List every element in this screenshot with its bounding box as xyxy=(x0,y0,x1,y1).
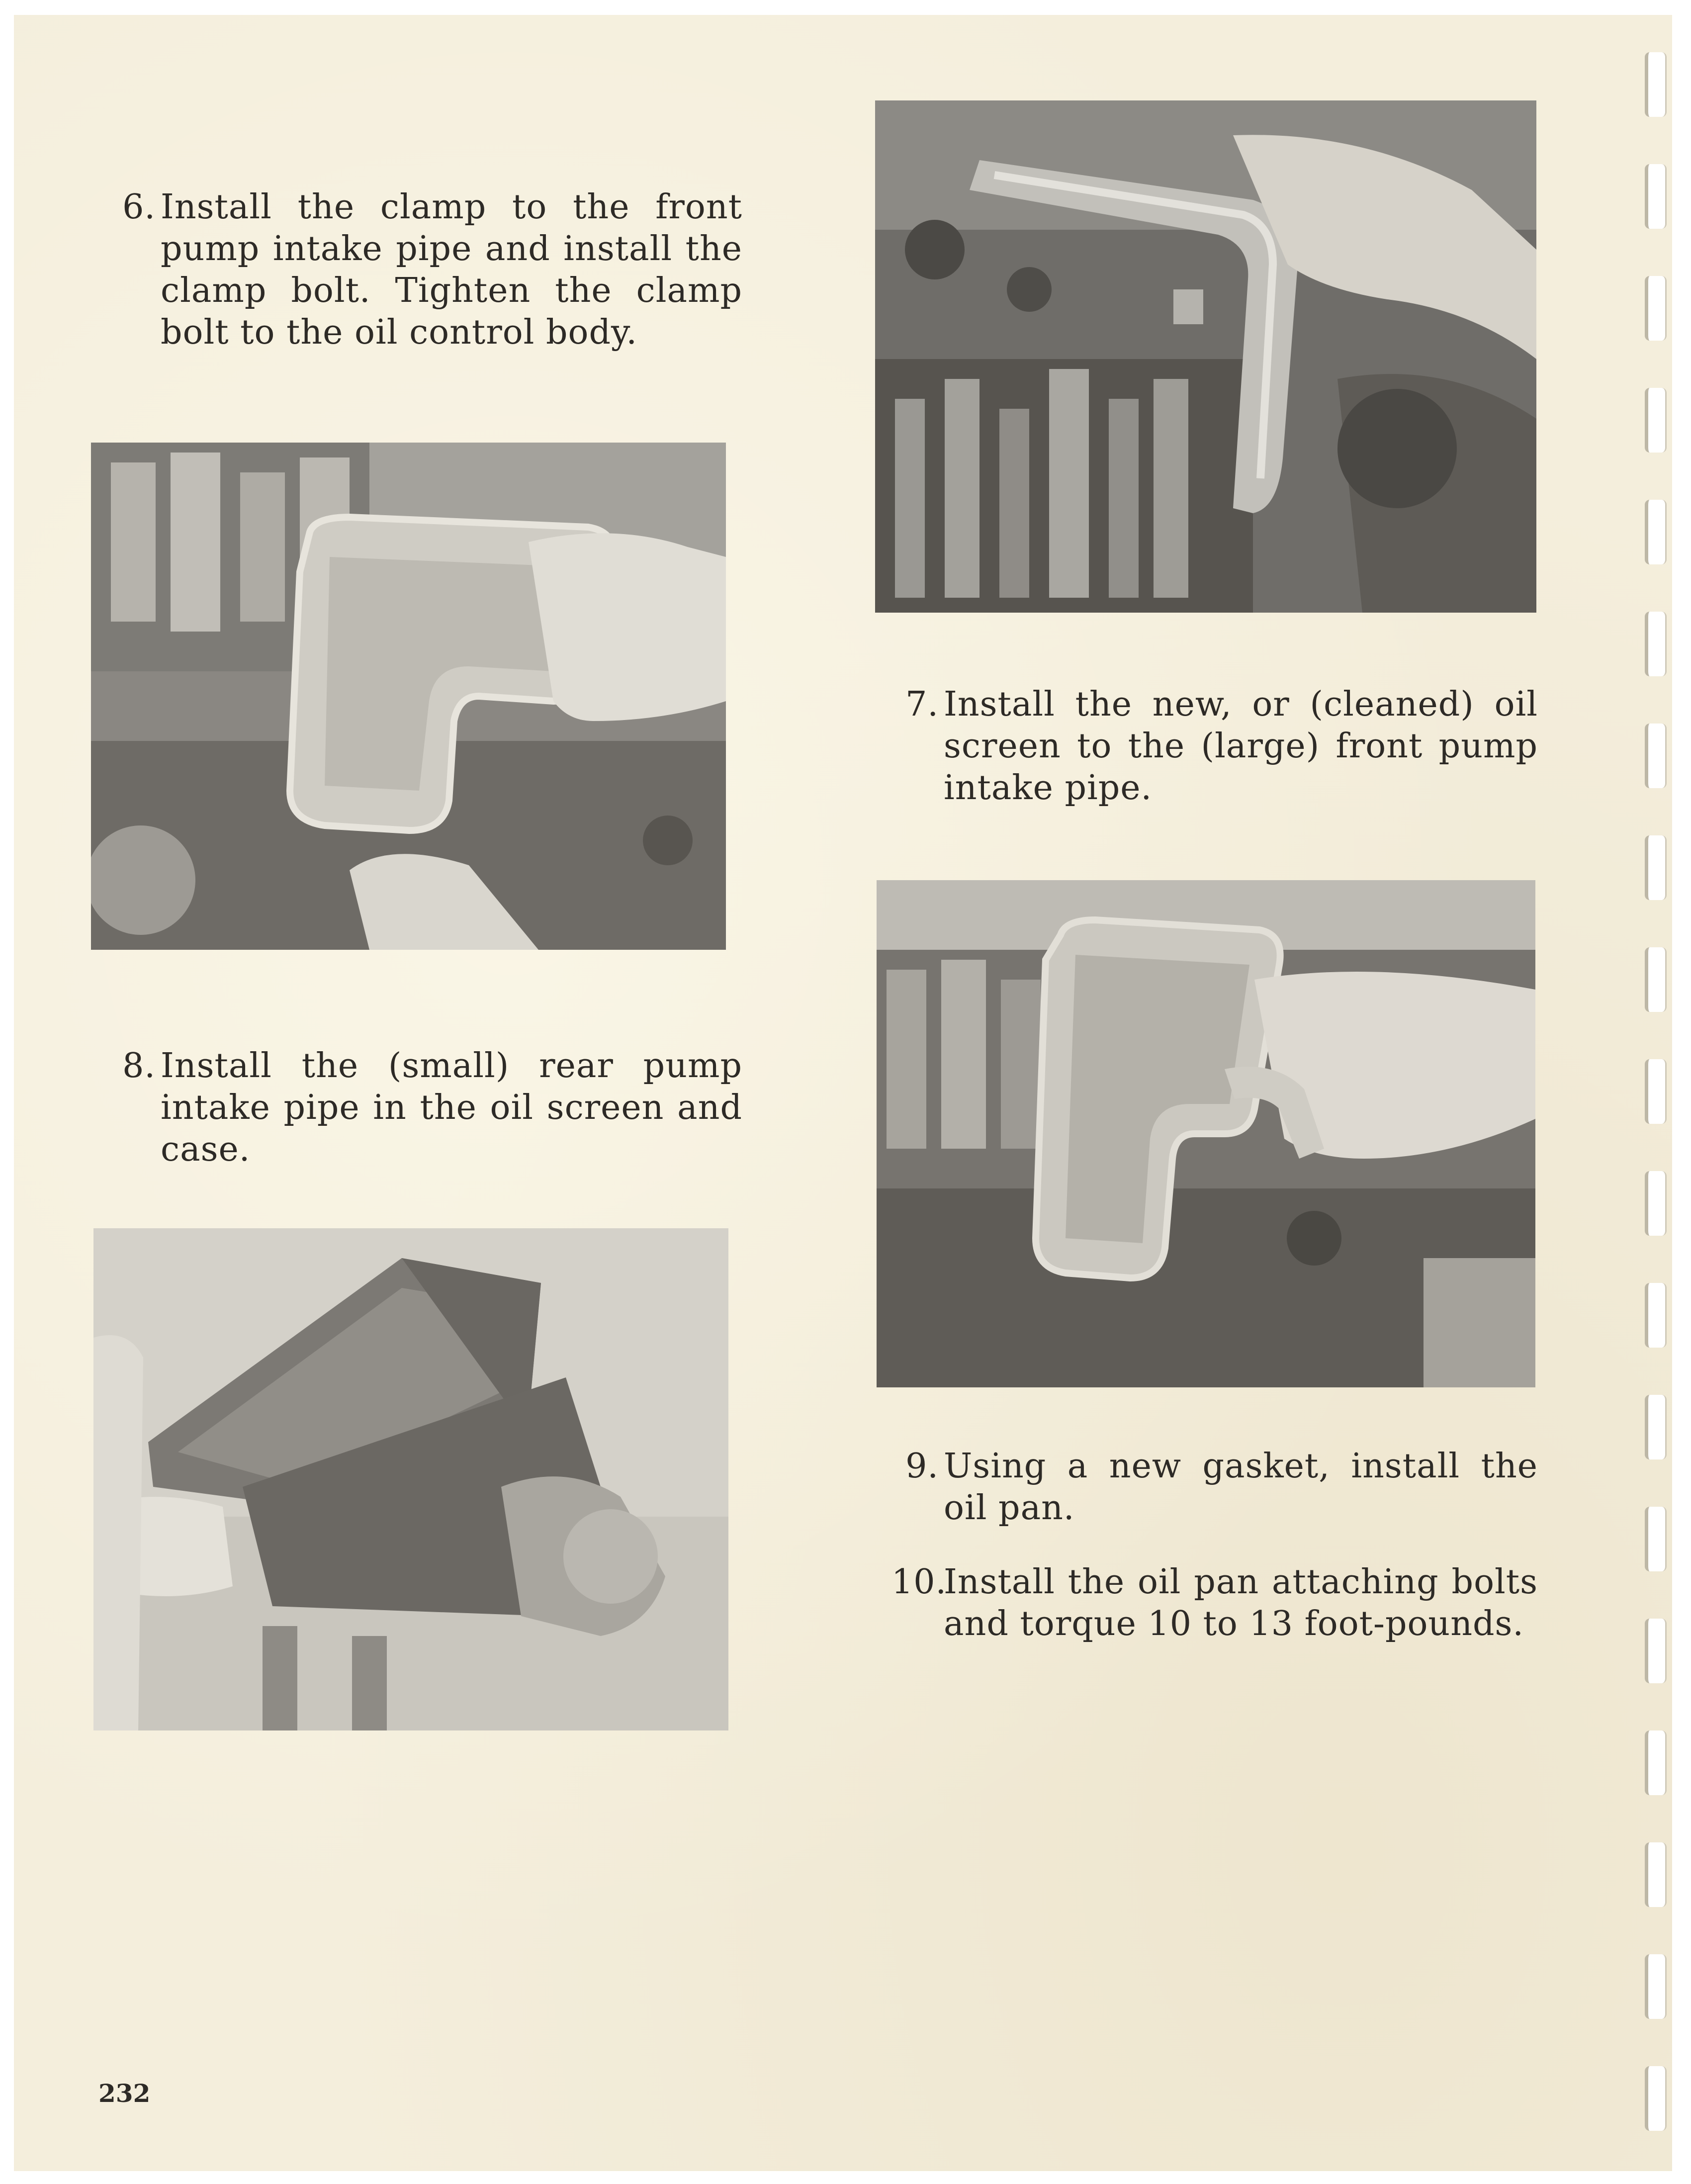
photo-clamp-intake-pipe xyxy=(875,100,1536,613)
binding-hole-icon xyxy=(1645,500,1667,564)
photo-clamp-intake-pipe-image xyxy=(875,100,1536,613)
manual-page xyxy=(14,15,1672,2171)
binding-hole-icon xyxy=(1645,1283,1667,1348)
step-6 xyxy=(122,186,742,354)
photo-oil-pan-install-image xyxy=(93,1228,728,1730)
step-6-text: Install the clamp to the front pump intake pipe and install the clamp bolt. Tighten the clamp bolt to the oil control body. xyxy=(161,187,742,352)
binding-hole-icon xyxy=(1645,52,1667,117)
step-9-number: 9. xyxy=(905,1447,939,1486)
step-9-text: Using a new gasket, install the oil pan. xyxy=(944,1447,1538,1528)
binding-hole-icon xyxy=(1645,1507,1667,1571)
page-number: 232 xyxy=(98,2079,151,2108)
binding-hole-icon xyxy=(1645,1842,1667,1907)
binding-hole-icon xyxy=(1645,724,1667,788)
photo-rear-intake-pipe-image xyxy=(877,880,1535,1387)
step-8-number: 8. xyxy=(122,1046,156,1086)
binding-hole-icon xyxy=(1645,835,1667,900)
photo-oil-pan-install xyxy=(93,1228,728,1730)
binding-hole-icon xyxy=(1645,1954,1667,2019)
step-7-text: Install the new, or (cleaned) oil screen to the (large) front pump intake pipe. xyxy=(944,685,1538,808)
step-10-number: 10. xyxy=(891,1562,947,1602)
photo-oil-screen-install-image xyxy=(91,443,726,950)
binding-hole-icon xyxy=(1645,276,1667,341)
photo-oil-screen-install xyxy=(91,443,726,950)
step-8 xyxy=(122,1045,742,1171)
step-7-number: 7. xyxy=(905,685,939,724)
binding-hole-icon xyxy=(1645,1059,1667,1124)
step-10 xyxy=(891,1561,1538,1645)
binding-hole-icon xyxy=(1645,947,1667,1012)
step-7 xyxy=(905,684,1538,809)
binding-hole-icon xyxy=(1645,1730,1667,1795)
binding-hole-icon xyxy=(1645,612,1667,676)
photo-rear-intake-pipe xyxy=(877,880,1535,1387)
binding-hole-icon xyxy=(1645,1395,1667,1459)
step-10-text: Install the oil pan attaching bolts and torque 10 to 13 foot-pounds. xyxy=(944,1562,1538,1643)
binding-hole-icon xyxy=(1645,2066,1667,2131)
binding-hole-icon xyxy=(1645,164,1667,229)
step-9 xyxy=(905,1446,1538,1529)
binding-hole-icon xyxy=(1645,388,1667,453)
step-6-number: 6. xyxy=(122,187,156,227)
step-8-text: Install the (small) rear pump intake pipe in the oil screen and case. xyxy=(161,1046,742,1169)
binding-hole-icon xyxy=(1645,1619,1667,1683)
binding-hole-icon xyxy=(1645,1171,1667,1236)
